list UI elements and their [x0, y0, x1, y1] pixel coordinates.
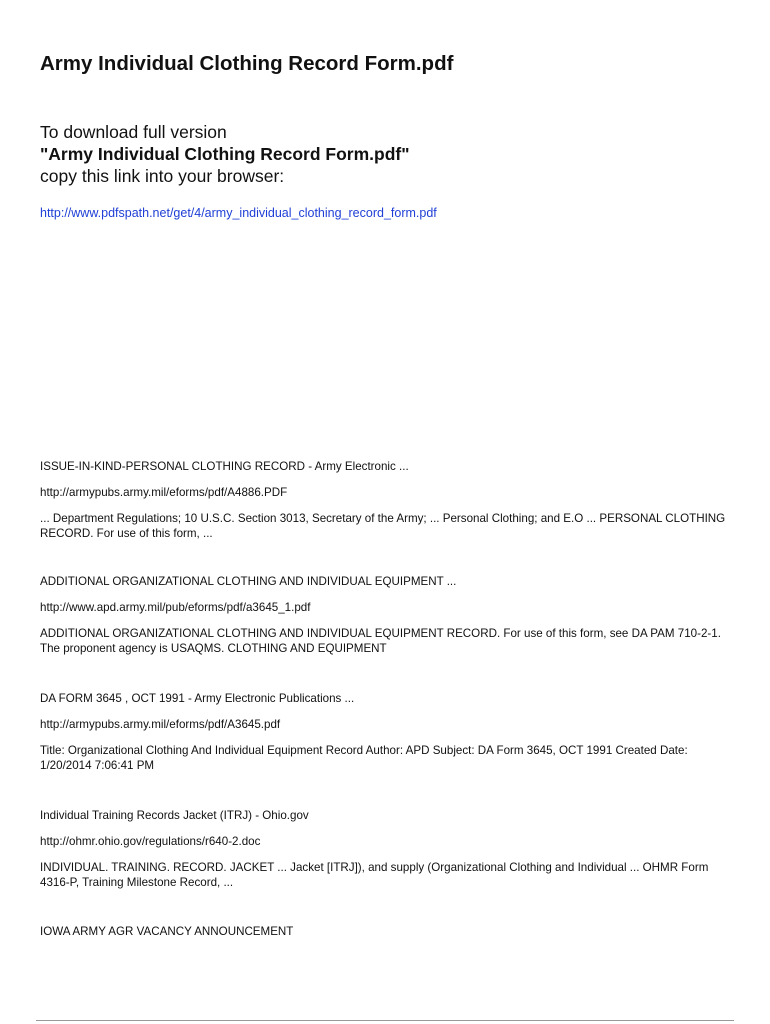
intro-line-3: copy this link into your browser: [40, 166, 285, 186]
result-snippet: ADDITIONAL ORGANIZATIONAL CLOTHING AND INDIVIDUAL EQUIPMENT RECORD. For use of this form, see DA PAM 710-2-1. The proponent agency is USAQMS. CLOTHING AND EQUIPMENT [40, 627, 721, 655]
result-title: ADDITIONAL ORGANIZATIONAL CLOTHING AND INDIVIDUAL EQUIPMENT ... [40, 575, 457, 588]
download-instructions [40, 121, 410, 187]
page-divider [36, 1020, 734, 1021]
search-result [40, 574, 740, 656]
search-result [40, 924, 740, 939]
search-result [40, 459, 740, 541]
result-title: Individual Training Records Jacket (ITRJ) - Ohio.gov [40, 809, 309, 822]
result-title: ISSUE-IN-KIND-PERSONAL CLOTHING RECORD - Army Electronic ... [40, 460, 409, 473]
result-url: http://www.apd.army.mil/pub/eforms/pdf/a3645_1.pdf [40, 601, 311, 614]
intro-line-2: "Army Individual Clothing Record Form.pdf" [40, 144, 410, 164]
result-snippet: ... Department Regulations; 10 U.S.C. Section 3013, Secretary of the Army; ... Personal Clothing; and E.O ... PERSONAL CLOTHING RECORD. For use of this form, ... [40, 512, 726, 540]
result-url: http://armypubs.army.mil/eforms/pdf/A3645.pdf [40, 718, 281, 731]
result-snippet: Title: Organizational Clothing And Individual Equipment Record Author: APD Subject: DA Form 3645, OCT 1991 Created Date: 1/20/2014 7:06:41 PM [40, 744, 688, 772]
document-title: Army Individual Clothing Record Form.pdf [40, 52, 454, 75]
search-result [40, 808, 740, 890]
intro-line-1: To download full version [40, 122, 227, 142]
result-url: http://ohmr.ohio.gov/regulations/r640-2.doc [40, 835, 261, 848]
result-title: IOWA ARMY AGR VACANCY ANNOUNCEMENT [40, 925, 294, 938]
result-title: DA FORM 3645 , OCT 1991 - Army Electronic Publications ... [40, 692, 355, 705]
download-link[interactable]: http://www.pdfspath.net/get/4/army_individual_clothing_record_form.pdf [40, 206, 437, 220]
search-result [40, 691, 740, 773]
result-url: http://armypubs.army.mil/eforms/pdf/A4886.PDF [40, 486, 288, 499]
result-snippet: INDIVIDUAL. TRAINING. RECORD. JACKET ... Jacket [ITRJ]), and supply (Organizational Clothing and Individual ... OHMR Form 4316-P, Training Milestone Record, ... [40, 861, 709, 889]
